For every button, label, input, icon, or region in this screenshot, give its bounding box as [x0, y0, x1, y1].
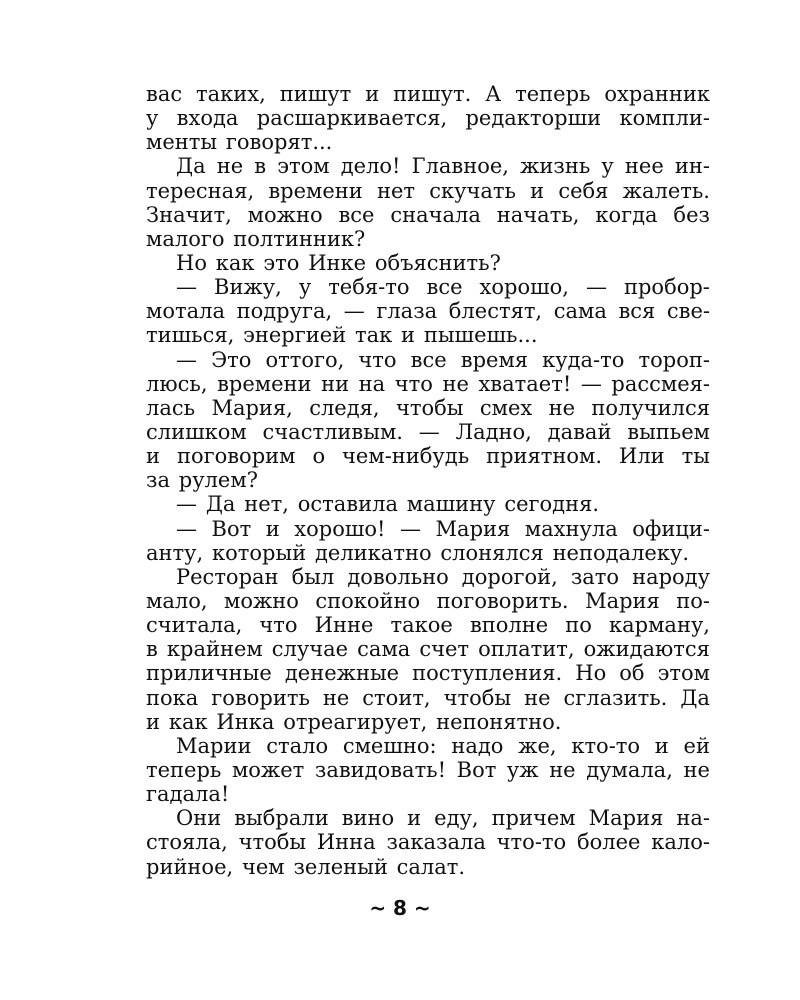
text-line: люсь, времени ни на что не хватает! — рассмея- — [146, 371, 710, 396]
text-line: в крайнем случае сама счет оплатит, ожидаются — [146, 637, 710, 662]
text-line: у входа расшаркивается, редакторши компли- — [146, 106, 710, 131]
text-line: рийное, чем зеленый салат. — [146, 854, 466, 879]
text-line: менты говорят... — [146, 130, 333, 155]
text-line: Марии стало смешно: надо же, кто-то и ей — [176, 733, 710, 758]
text-line: малого полтинник? — [146, 226, 366, 251]
text-line: анту, который деликатно слонялся неподалеку. — [146, 540, 690, 565]
text-line: лась Мария, следя, чтобы смех не получился — [146, 395, 710, 420]
text-line: вас таких, пишут и пишут. А теперь охранник — [146, 82, 710, 106]
page-number: ~ 8 ~ — [369, 896, 431, 920]
text-line: тересная, времени нет скучать и себя жалеть. — [146, 178, 710, 203]
text-line: — Вижу, у тебя-то все хорошо, — пробор- — [176, 275, 710, 300]
text-line: Они выбрали вино и еду, причем Мария на- — [176, 806, 710, 831]
text-line: и поговорим о чем-нибудь приятном. Или ты — [146, 444, 710, 469]
text-line: — Да нет, оставила машину сегодня. — [176, 492, 600, 517]
text-line: приличные денежные поступления. Но об этом — [146, 661, 710, 686]
text-line: Но как это Инке объяснить? — [176, 250, 501, 275]
text-line: гадала! — [146, 782, 230, 807]
body-text — [146, 82, 710, 879]
text-line: Значит, можно все сначала начать, когда без — [146, 202, 710, 227]
text-line: Да не в этом дело! Главное, жизнь у нее ин- — [176, 154, 710, 179]
text-line: считала, что Инне такое вполне по карману, — [146, 613, 710, 638]
text-line: стояла, чтобы Инна заказала что-то более кало- — [146, 830, 710, 855]
text-line: Ресторан был довольно дорогой, зато народу — [176, 564, 710, 589]
text-line: пока говорить не стоит, чтобы не сглазить. Да — [146, 685, 710, 710]
text-line: — Это оттого, что все время куда-то тороп- — [176, 347, 710, 372]
text-line: теперь может завидовать! Вот уж не думала, не — [146, 757, 710, 782]
text-line: тишься, энергией так и пышешь... — [146, 323, 538, 348]
text-line: — Вот и хорошо! — Мария махнула офици- — [176, 516, 710, 541]
text-line: и как Инка отреагирует, непонятно. — [146, 709, 562, 734]
text-line: мотала подруга, — глаза блестят, сама вся све- — [146, 299, 710, 324]
text-line: за рулем? — [146, 468, 258, 493]
text-line: мало, можно спокойно поговорить. Мария по- — [146, 588, 710, 613]
text-line: слишком счастливым. — Ладно, давай выпьем — [146, 419, 710, 444]
